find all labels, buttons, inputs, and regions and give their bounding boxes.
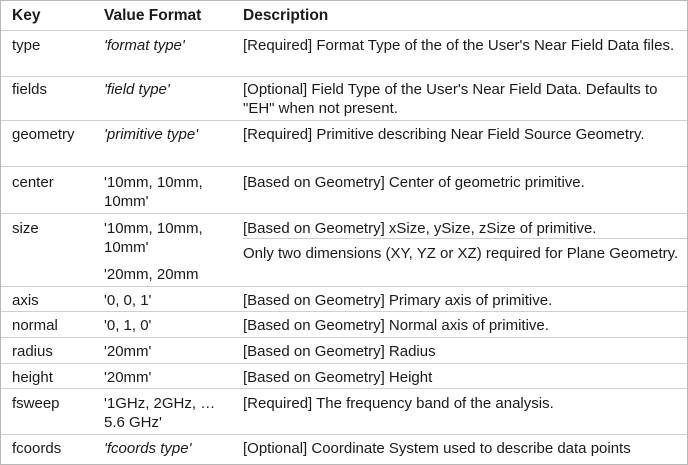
row-divider — [1, 311, 687, 312]
row-format: 'primitive type' — [104, 126, 199, 143]
row-key: height — [12, 369, 53, 386]
row-format: '10mm, 10mm, 10mm' — [104, 220, 203, 256]
row-key: size — [12, 220, 39, 237]
row-format: '20mm, 20mm — [104, 266, 199, 283]
table-header — [1, 6, 687, 30]
header-value-format: Value Format — [104, 7, 202, 24]
row-format: '20mm' — [104, 369, 152, 386]
row-divider — [1, 120, 687, 121]
row-divider — [1, 286, 687, 287]
row-key: fcoords — [12, 440, 62, 457]
row-format: 'field type' — [104, 81, 170, 98]
row-key: normal — [12, 317, 58, 334]
row-key: radius — [12, 343, 53, 360]
row-format: '20mm' — [104, 343, 152, 360]
row-divider — [1, 434, 687, 435]
header-key: Key — [12, 7, 41, 24]
row-description: [Required] Primitive describing Near Field Source Geometry. — [243, 126, 645, 143]
row-description: [Based on Geometry] Radius — [243, 343, 436, 360]
row-description: Only two dimensions (XY, YZ or XZ) required for Plane Geometry. — [243, 245, 679, 262]
row-divider — [1, 363, 687, 364]
row-key: fsweep — [12, 395, 60, 412]
row-key: type — [12, 37, 41, 54]
row-divider — [1, 166, 687, 167]
row-description: [Based on Geometry] xSize, ySize, zSize of primitive. — [243, 220, 597, 237]
row-description: [Optional] Coordinate System used to describe data points — [243, 440, 631, 457]
row-format: '10mm, 10mm, 10mm' — [104, 174, 203, 210]
row-format: 'format type' — [104, 37, 185, 54]
row-divider — [1, 337, 687, 338]
row-key: center — [12, 174, 54, 191]
row-format: '0, 1, 0' — [104, 317, 152, 334]
row-divider — [1, 213, 687, 214]
row-description: [Required] The frequency band of the analysis. — [243, 395, 554, 412]
sub-row-divider — [243, 238, 687, 239]
row-description: [Based on Geometry] Normal axis of primitive. — [243, 317, 549, 334]
header-divider — [1, 30, 687, 31]
row-divider — [1, 76, 687, 77]
row-format: 'fcoords type' — [104, 440, 192, 457]
row-description: [Optional] Field Type of the User's Near Field Data. Defaults to "EH" when not present. — [243, 81, 658, 117]
header-description: Description — [243, 7, 329, 24]
row-key: fields — [12, 81, 48, 98]
row-description: [Based on Geometry] Height — [243, 369, 433, 386]
row-description: [Based on Geometry] Center of geometric primitive. — [243, 174, 585, 191]
row-divider — [1, 388, 687, 389]
row-description: [Based on Geometry] Primary axis of primitive. — [243, 292, 553, 309]
row-key: geometry — [12, 126, 75, 143]
row-key: axis — [12, 292, 39, 309]
row-description: [Required] Format Type of the of the User's Near Field Data files. — [243, 37, 675, 54]
row-format: '0, 0, 1' — [104, 292, 152, 309]
row-format: '1GHz, 2GHz, … 5.6 GHz' — [104, 395, 216, 431]
